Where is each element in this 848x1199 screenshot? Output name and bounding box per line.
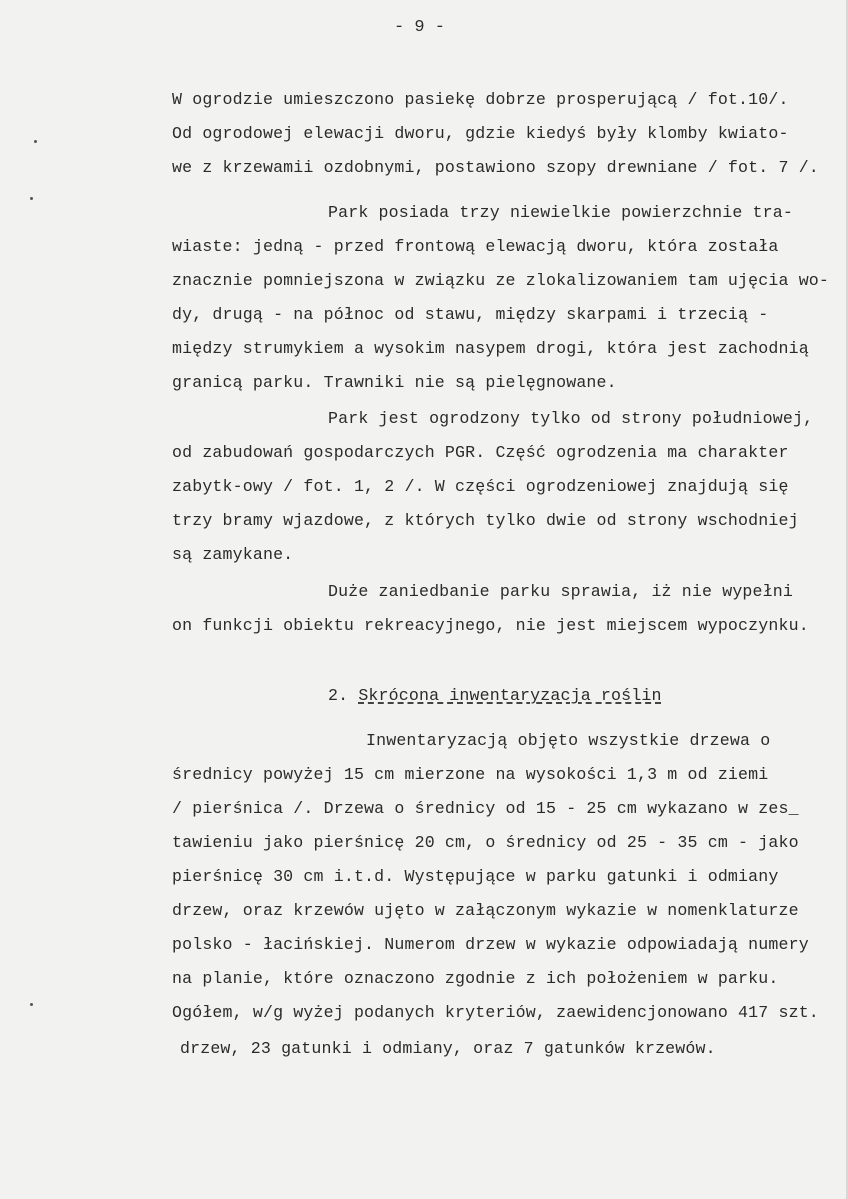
section-title: Skrócona inwentaryzacja roślin: [358, 686, 662, 705]
text-line: drzew, oraz krzewów ujęto w załączonym wykazie w nomenklaturze: [172, 901, 799, 920]
text-line: Duże zaniedbanie parku sprawia, iż nie wypełni: [328, 582, 793, 601]
text-line: Inwentaryzacją objęto wszystkie drzewa o: [366, 731, 771, 750]
section-number: 2.: [328, 686, 349, 705]
margin-mark: [30, 1003, 33, 1006]
text-line: zabytk-owy / fot. 1, 2 /. W części ogrodzeniowej znajdują się: [172, 477, 789, 496]
text-line: znacznie pomniejszona w związku ze zlokalizowaniem tam ujęcia wo-: [172, 271, 830, 290]
text-line: Ogółem, w/g wyżej podanych kryteriów, zaewidencjonowano 417 szt.: [172, 1003, 819, 1022]
text-line: Od ogrodowej elewacji dworu, gdzie kiedyś były klomby kwiato-: [172, 124, 789, 143]
text-line: pierśnicę 30 cm i.t.d. Występujące w parku gatunki i odmiany: [172, 867, 779, 886]
text-line: drzew, 23 gatunki i odmiany, oraz 7 gatunków krzewów.: [180, 1039, 716, 1058]
text-line: W ogrodzie umieszczono pasiekę dobrze prosperującą / fot.10/.: [172, 90, 789, 109]
text-line: dy, drugą - na północ od stawu, między skarpami i trzecią -: [172, 305, 769, 324]
text-line: od zabudowań gospodarczych PGR. Część ogrodzenia ma charakter: [172, 443, 789, 462]
page-number: - 9 -: [394, 18, 446, 37]
text-line: między strumykiem a wysokim nasypem drogi, która jest zachodnią: [172, 339, 809, 358]
text-line: polsko - łacińskiej. Numerom drzew w wykazie odpowiadają numery: [172, 935, 809, 954]
text-line: tawieniu jako pierśnicę 20 cm, o średnicy od 25 - 35 cm - jako: [172, 833, 799, 852]
text-line: wiaste: jedną - przed frontową elewacją dworu, która została: [172, 237, 779, 256]
margin-mark: [30, 197, 33, 200]
text-line: są zamykane.: [172, 545, 294, 564]
text-line: trzy bramy wjazdowe, z których tylko dwie od strony wschodniej: [172, 511, 799, 530]
text-line: średnicy powyżej 15 cm mierzone na wysokości 1,3 m od ziemi: [172, 765, 769, 784]
text-line: we z krzewamii ozdobnymi, postawiono szopy drewniane / fot. 7 /.: [172, 158, 819, 177]
text-line: / pierśnica /. Drzewa o średnicy od 15 - 25 cm wykazano w zes_: [172, 799, 799, 818]
text-line: granicą parku. Trawniki nie są pielęgnowane.: [172, 373, 617, 392]
text-line: Park posiada trzy niewielkie powierzchnie tra-: [328, 203, 793, 222]
text-line: on funkcji obiektu rekreacyjnego, nie jest miejscem wypoczynku.: [172, 616, 809, 635]
text-line: Park jest ogrodzony tylko od strony południowej,: [328, 409, 814, 428]
margin-mark: [34, 140, 37, 143]
text-line: na planie, które oznaczono zgodnie z ich położeniem w parku.: [172, 969, 779, 988]
section-heading: [328, 686, 662, 706]
